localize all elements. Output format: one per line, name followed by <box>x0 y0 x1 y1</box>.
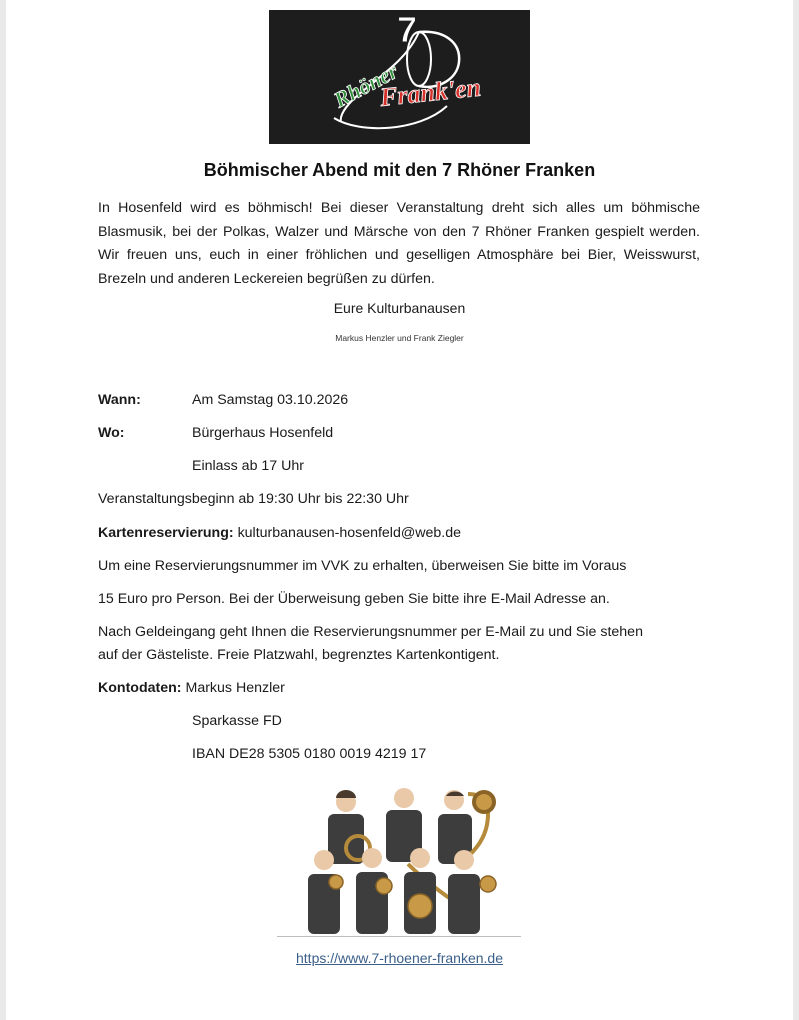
logo-word-franken: Frank'en <box>378 72 483 112</box>
wo-label: Wo: <box>98 425 125 441</box>
signature-names: Markus Henzler und Frank Ziegler <box>335 333 464 343</box>
reservation-email: kulturbanausen-hosenfeld@web.de <box>237 525 462 541</box>
konto-bank: Sparkasse FD <box>192 713 282 729</box>
einlass-text: Einlass ab 17 Uhr <box>192 458 304 474</box>
kartenreservierung-label: Kartenreservierung: <box>98 525 234 541</box>
kontodaten-label: Kontodaten: <box>98 680 182 696</box>
intro-paragraph: In Hosenfeld wird es böhmisch! Bei dieser Veranstaltung dreht sich alles um böhmische Blasmusik, bei der Polkas, Walzer und Märsche von den 7 Rhöner Franken gespielt werden. Wir freuen uns, euch in einer fröhlichen und geselligen Atmosphäre bei Bier, Weisswurst, Brezeln und anderen Leckereien begrüßen zu dürfen. <box>98 200 700 287</box>
divider <box>277 936 521 937</box>
geldeingang-line-2: auf der Gästeliste. Freie Platzwahl, begrenztes Kartenkontigent. <box>98 647 500 663</box>
logo-word-rhoener: Rhöner <box>329 58 402 113</box>
wann-label: Wann: <box>98 392 141 408</box>
kontodaten-line <box>98 680 285 696</box>
website-link[interactable]: https://www.7-rhoener-franken.de <box>296 950 503 966</box>
konto-iban: IBAN DE28 5305 0180 0019 4219 17 <box>192 746 427 762</box>
kartenreservierung-line <box>98 525 461 541</box>
beginn-text: Veranstaltungsbeginn ab 19:30 Uhr bis 22:30 Uhr <box>98 491 409 507</box>
band-logo <box>269 10 530 144</box>
vvk-line-2: 15 Euro pro Person. Bei der Überweisung geben Sie bitte ihre E-Mail Adresse an. <box>98 591 610 607</box>
geldeingang-line-1: Nach Geldeingang geht Ihnen die Reservierungsnummer per E-Mail zu und Sie stehen <box>98 624 643 640</box>
logo-number: 7 <box>397 10 418 50</box>
vvk-line-1: Um eine Reservierungsnummer im VVK zu erhalten, überweisen Sie bitte im Voraus <box>98 558 627 574</box>
wo-value: Bürgerhaus Hosenfeld <box>192 425 334 441</box>
band-photo <box>288 774 520 937</box>
page-title: Böhmischer Abend mit den 7 Rhöner Franken <box>203 160 596 180</box>
konto-name: Markus Henzler <box>185 680 285 696</box>
wann-value: Am Samstag 03.10.2026 <box>192 392 349 408</box>
signature: Eure Kulturbanausen <box>333 300 466 316</box>
